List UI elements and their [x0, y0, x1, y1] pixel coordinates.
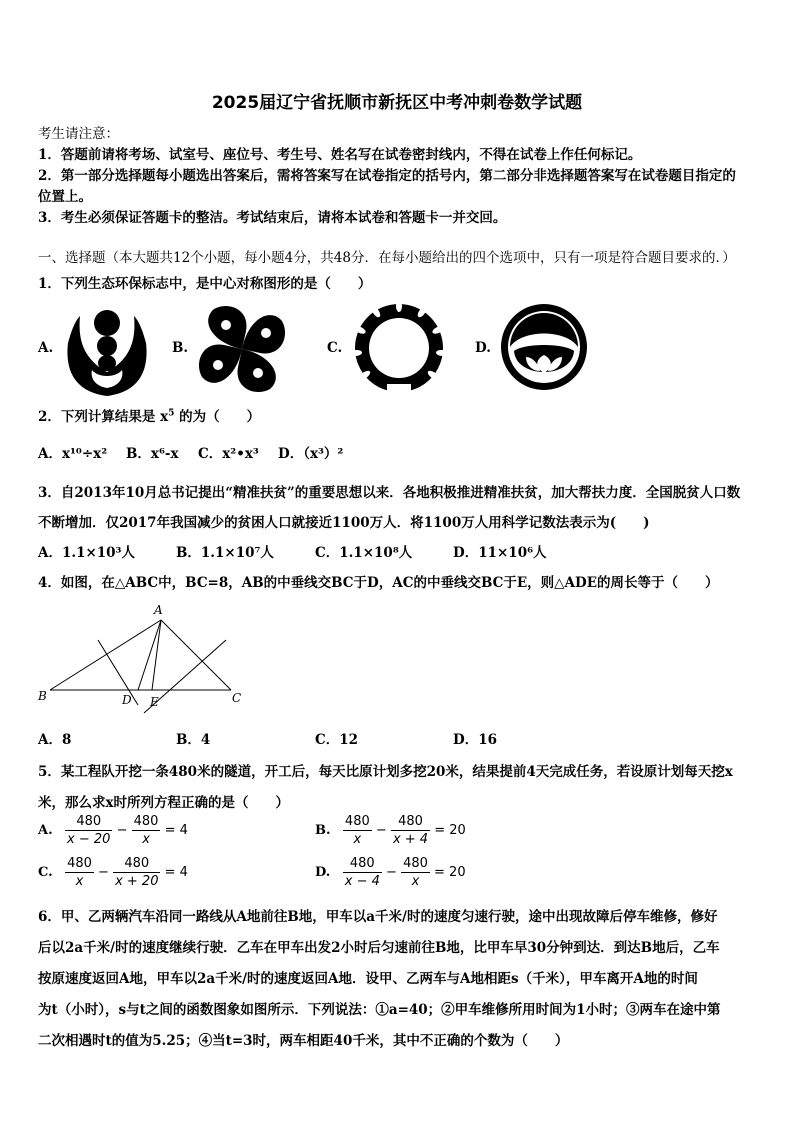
question-3-stem-line1: 3．自2013年10月总书记提出“精准扶贫”的重要思想以来．各地积极推进精准扶贫，加大帮扶力度．全国脱贫人口数: [38, 485, 741, 501]
q4-option-a: A．8: [38, 732, 72, 748]
q3-option-c: C．1.1×10⁸人: [315, 545, 413, 561]
q1-option-a-label: A.: [38, 340, 54, 356]
label-b: B: [38, 689, 47, 703]
question-6-line: 后以2a千米/时的速度继续行驶．乙车在甲车出发2小时后匀速前往B地，比甲车早30分钟到达．到达B地后，乙车: [38, 940, 720, 956]
label-d: D: [122, 693, 132, 707]
q4-option-b: B．4: [176, 732, 211, 748]
label-e: E: [150, 695, 159, 709]
q5-option-c: C. $\frac{480}{x}$ − $\frac{480}{x + 20}$ = 4: [38, 856, 188, 889]
q2-option-d: D．（x³）²: [278, 446, 344, 462]
question-6-line: 为t（小时），s与t之间的函数图象如图所示．下列说法：①a=40；②甲车维修所用时间为1小时；③两车在途中第: [38, 1002, 721, 1018]
q3-option-b: B．1.1×10⁷人: [176, 545, 274, 561]
eco-logo-c: [349, 300, 449, 395]
question-6-line: 二次相遇时t的值为5.25；④当t=3时，两车相距40千米，其中不正确的个数为（ ）: [38, 1033, 569, 1049]
notice-item: 3．考生必须保证答题卡的整洁。考试结束后，请将本试卷和答题卡一并交回。: [38, 210, 507, 226]
question-3-stem-line2: 不断增加．仅2017年我国减少的贫困人口就接近1100万人．将1100万人用科学记数法表示为( ): [38, 515, 650, 531]
q3-option-a: A．1.1×10³人: [38, 545, 135, 561]
section-heading: 一、选择题（本大题共12个小题，每小题4分，共48分．在每小题给出的四个选项中，只有一项是符合题目要求的．）: [38, 250, 736, 266]
q2-option-c: C．x²•x³: [198, 446, 259, 462]
q3-option-d: D．11×10⁶人: [453, 545, 547, 561]
question-6-line: 6．甲、乙两辆汽车沿同一路线从A地前往B地，甲车以a千米/时的速度匀速行驶，途中出现故障后停车维修，修好: [38, 909, 718, 925]
q4-option-c: C．12: [315, 732, 359, 748]
q2-option-b: B．x⁶-x: [126, 446, 179, 462]
q5-option-b: B. $\frac{480}{x}$ − $\frac{480}{x + 4}$ = 20: [315, 814, 466, 847]
eco-logo-b: [196, 303, 288, 395]
question-4-stem: 4．如图，在△ABC中，BC=8，AB的中垂线交BC于D，AC的中垂线交BC于E，则△ADE的周长等于（ ）: [38, 575, 719, 591]
q5-option-a: A. $\frac{480}{x - 20}$ − $\frac{480}{x}$ = 4: [38, 814, 188, 847]
question-6-line: 按原速度返回A地，甲车以2a千米/时的速度返回A地．设甲、乙两车与A地相距s（千米），甲车离开A地的时间: [38, 971, 698, 987]
notice-heading: 考生请注意：: [38, 126, 119, 142]
q2-option-a: A．x¹⁰÷x²: [38, 446, 108, 462]
triangle-figure: [36, 600, 246, 718]
label-c: C: [232, 691, 242, 705]
notice-item: 位置上。: [38, 189, 92, 205]
q5-option-d: D. $\frac{480}{x - 4}$ − $\frac{480}{x}$ = 20: [315, 856, 466, 889]
label-a: A: [154, 603, 163, 617]
q1-option-c-label: C.: [327, 340, 343, 356]
question-1-stem: 1．下列生态环保标志中，是中心对称图形的是（ ）: [38, 276, 372, 292]
eco-logo-d: [500, 303, 588, 391]
notice-item: 1．答题前请将考场、试室号、座位号、考生号、姓名写在试卷密封线内，不得在试卷上作任何标记。: [38, 147, 642, 163]
question-5-stem-line2: 米，那么求x时所列方程正确的是（ ）: [38, 795, 290, 811]
question-5-stem-line1: 5．某工程队开挖一条480米的隧道，开工后，每天比原计划多挖20米，结果提前4天完成任务，若设原计划每天挖x: [38, 764, 733, 780]
q1-option-b-label: B.: [172, 340, 189, 356]
question-2-stem: 2．下列计算结果是 $x^5$ 的为（ ）: [38, 408, 261, 425]
q4-option-d: D．16: [453, 732, 497, 748]
q1-option-d-label: D.: [475, 340, 491, 356]
notice-item: 2．第一部分选择题每小题选出答案后，需将答案写在试卷指定的括号内，第二部分非选择题答案写在试卷题目指定的: [38, 168, 736, 184]
eco-logo-a: [62, 308, 152, 400]
page-title: 2025届辽宁省抚顺市新抚区中考冲刺卷数学试题: [211, 93, 583, 113]
